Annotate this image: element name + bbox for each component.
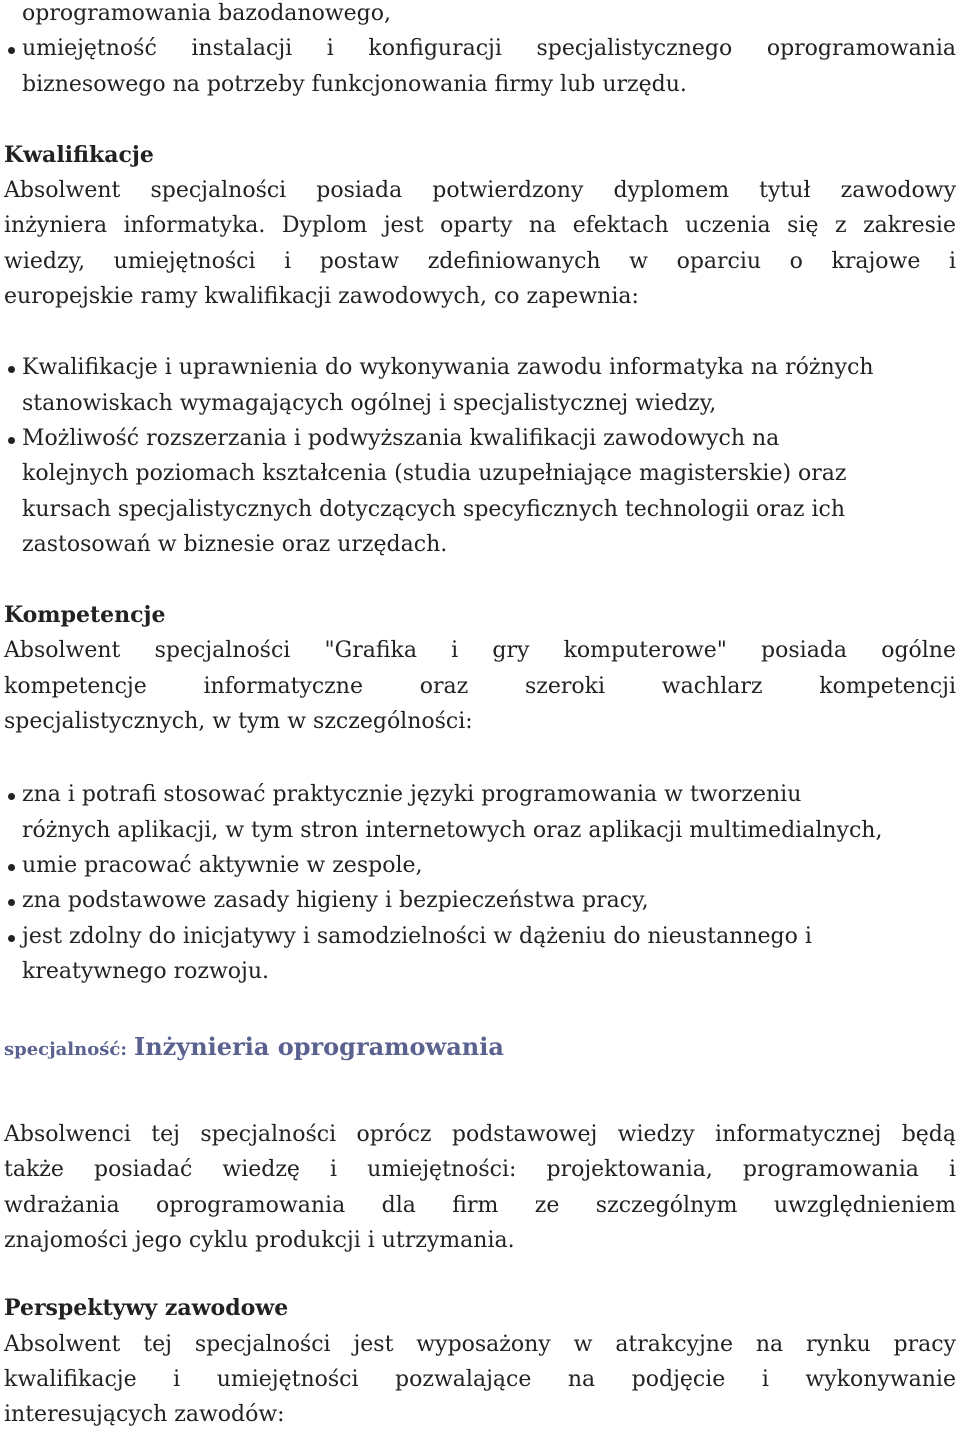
list-item-line: różnych aplikacji, w tym stron internetowych oraz aplikacji multimedialnych, [22,817,883,843]
paragraph-line: interesujących zawodów: [4,1402,285,1428]
section-heading: Perspektywy zawodowe [4,1295,289,1322]
section-kwalifikacje [4,138,956,562]
paragraph-line: wdrażania oprogramowania dla firm ze szczególnym uwzględnieniem [4,1192,956,1218]
paragraph-line: kwalifikacje i umiejętności pozwalające na podjęcie i wykonywanie [4,1366,956,1392]
list-item-line: stanowiskach wymagających ogólnej i specjalistycznej wiedzy, [22,390,717,416]
section-heading: Kwalifikacje [4,141,154,168]
list-item-line: umie pracować aktywnie w zespole, [22,852,423,878]
list-item-line: biznesowego na potrzeby funkcjonowania firmy lub urzędu. [22,71,687,97]
list-item-line: Możliwość rozszerzania i podwyższania kwalifikacji zawodowych na [22,425,780,451]
list-item-line: oprogramowania bazodanowego, [22,1,391,26]
paragraph-line: Absolwent specjalności "Grafika i gry komputerowe" posiada ogólne [4,638,956,664]
list-item-line: zna podstawowe zasady higieny i bezpieczeństwa pracy, [22,888,649,914]
section-perspektywy [4,1291,956,1432]
intro-list [4,0,956,102]
section-paragraph [4,633,956,739]
paragraph-line: Absolwenci tej specjalności oprócz podstawowej wiedzy informatycznej będą [4,1122,956,1148]
paragraph-line: wiedzy, umiejętności i postaw zdefiniowanych w oparciu o krajowe i [4,248,956,274]
list-item-line: jest zdolny do inicjatywy i samodzielności w dążeniu do nieustannego i [22,923,812,949]
paragraph-line: specjalistycznych, w tym w szczególności: [4,709,473,735]
specialization-label: specjalność: [4,1039,127,1061]
paragraph-line: znajomości jego cyklu produkcji i utrzymania. [4,1228,515,1254]
paragraph-line: kompetencje informatyczne oraz szeroki wachlarz kompetencji [4,673,956,699]
kwalifikacje-list [4,350,956,562]
list-item [22,31,956,102]
list-item-continuation [22,0,956,31]
list-item-line: kursach specjalistycznych dotyczących specyficznych technologii oraz ich [22,496,846,522]
document-page [4,0,956,1433]
list-item [22,777,956,848]
list-item [22,421,956,562]
list-item [22,883,956,918]
list-item-line: Kwalifikacje i uprawnienia do wykonywania zawodu informatyka na różnych [22,355,874,381]
list-item-line: kolejnych poziomach kształcenia (studia uzupełniające magisterskie) oraz [22,461,847,487]
paragraph-line: Absolwent tej specjalności jest wyposażony w atrakcyjne na rynku pracy [4,1331,956,1357]
section-heading: Kompetencje [4,602,166,629]
specialization-paragraph [4,1117,956,1258]
list-item [22,350,956,421]
list-item-line: umiejętność instalacji i konfiguracji specjalistycznego oprogramowania [22,36,956,62]
paragraph-line: europejskie ramy kwalifikacji zawodowych, co zapewnia: [4,284,639,310]
specialization-name: Inżynieria oprogramowania [133,1032,504,1062]
list-item-line: zna i potrafi stosować praktycznie języki programowania w tworzeniu [22,782,802,808]
section-paragraph [4,1327,956,1433]
kompetencje-list [4,777,956,989]
paragraph-line: Absolwent specjalności posiada potwierdzony dyplomem tytuł zawodowy [4,178,956,204]
section-paragraph [4,173,956,314]
paragraph-line: inżyniera informatyka. Dyplom jest oparty na efektach uczenia się z zakresie [4,213,956,239]
specialization-title [4,1029,956,1067]
list-item [22,919,956,990]
list-item-line: zastosowań w biznesie oraz urzędach. [22,531,448,557]
list-item-line: kreatywnego rozwoju. [22,958,270,984]
section-kompetencje [4,598,956,989]
paragraph-line: także posiadać wiedzę i umiejętności: projektowania, programowania i [4,1157,956,1183]
list-item [22,848,956,883]
